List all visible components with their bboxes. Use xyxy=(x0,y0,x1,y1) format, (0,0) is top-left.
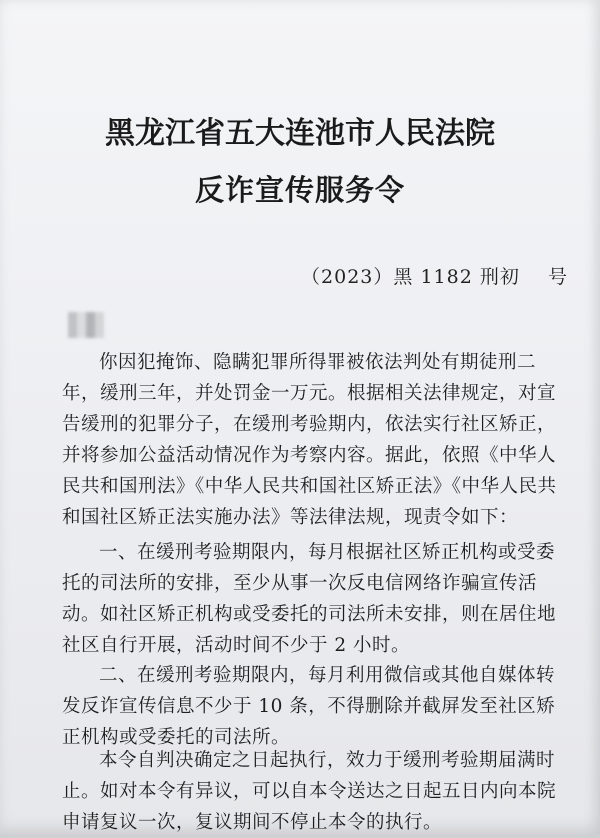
paragraph-line: 本令自判决确定之日起执行，效力于缓刑考验期届满时 xyxy=(99,750,556,771)
paragraph-line: 年，缓刑三年，并处罚金一万元。根据相关法律规定，对宣 xyxy=(62,383,557,404)
paragraph-line: 托的司法所的安排，至少从事一次反电信网络诈骗宣传活 xyxy=(62,573,538,594)
paragraph-effect xyxy=(62,745,576,838)
paragraph-line: 正机构或受委托的司法所。 xyxy=(62,727,291,748)
paragraph-line: 二、在缓刑考验期限内，每月利用微信或其他自媒体转 xyxy=(99,665,556,686)
paragraph-item-one xyxy=(62,537,576,661)
paragraph-line: 民共和国刑法》《中华人民共和国社区矫正法》《中华人民共 xyxy=(62,476,557,497)
paragraph-main xyxy=(62,347,576,533)
paragraph-line: 动。如社区矫正机构或受委托的司法所未安排，则在居住地 xyxy=(62,604,557,625)
paragraph-item-two xyxy=(62,660,576,753)
paragraph-line: 申请复议一次，复议期间不停止本令的执行。 xyxy=(62,812,443,833)
paragraph-line: 和国社区矫正法实施办法》等法律法规，现责令如下： xyxy=(62,507,519,528)
order-title: 反诈宣传服务令 xyxy=(194,173,405,207)
case-number: （2023）黑 1182 刑初 号 xyxy=(301,266,568,288)
paragraph-line: 告缓刑的犯罪分子，在缓刑考验期内，依法实行社区矫正， xyxy=(62,414,557,435)
paragraph-line: 发反诈宣传信息不少于 10 条，不得删除并截屏发至社区矫 xyxy=(62,696,556,717)
paragraph-line: 一、在缓刑考验期限内，每月根据社区矫正机构或受委 xyxy=(99,542,556,563)
paragraph-line: 止。如对本令有异议，可以自本令送达之日起五日内向本院 xyxy=(62,781,557,802)
redacted-name xyxy=(68,312,104,338)
paragraph-line: 并将参加公益活动情况作为考察内容。据此，依照《中华人 xyxy=(62,445,557,466)
paragraph-line: 你因犯掩饰、隐瞒犯罪所得罪被依法判处有期徒刑二 xyxy=(99,352,537,373)
paragraph-line: 社区自行开展，活动时间不少于 2 小时。 xyxy=(62,635,411,656)
court-name-title: 黑龙江省五大连池市人民法院 xyxy=(105,116,495,151)
